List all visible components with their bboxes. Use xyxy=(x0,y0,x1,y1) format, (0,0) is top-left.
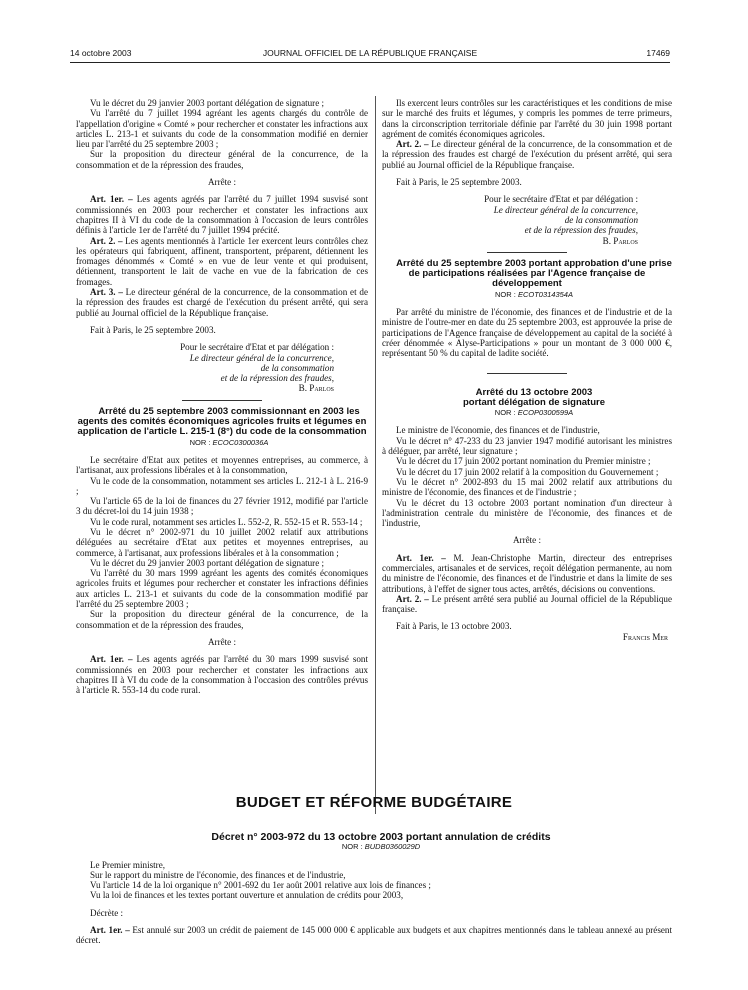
separator xyxy=(487,373,567,374)
paragraph: Par arrêté du ministre de l'économie, des finances et de l'industrie et de la ministre de l'outre-mer en date du 25 septembre 2003, est approuvée la prise de participations de l'Agence française de développement au capital de la société à créer dénommée « Alyse-Participations » pour un montant de 3 000 000 €, représentant 50 % du capital de ladite société. xyxy=(382,307,672,359)
section-subtitle: portant délégation de signature xyxy=(463,396,605,408)
paragraph: Le secrétaire d'Etat aux petites et moyennes entreprises, au commerce, à l'artisanat, aux professions libérales et à la consommation, xyxy=(76,454,368,476)
article: Art. 1er. – Les agents agréés par l'arrêté du 7 juillet 1994 susvisé sont commissionnés en 2003 pour rechercher et constater les infractions aux chapitres II à VI du code de la consommation à l'occasion de leurs contrôles définis à l'article 1er de l'arrêté du 7 juillet 1994 précité. xyxy=(76,194,368,236)
page-header xyxy=(70,48,670,62)
section-title: Arrêté du 13 octobre 2003 xyxy=(475,386,593,398)
article: Art. 2. – Le présent arrêté sera publié au Journal officiel de la République française. xyxy=(382,593,672,615)
paragraph: Vu l'article 14 de la loi organique n° 2001-692 du 1er août 2001 relative aux lois de finances ; xyxy=(90,880,431,891)
arrete-label: Arrête : xyxy=(207,636,237,647)
left-column xyxy=(76,98,368,695)
article: Art. 2. – Le directeur général de la concurrence, de la consommation et de la répression des fraudes est chargé de l'exécution du présent arrêté, qui sera publié au Journal officiel de la République française. xyxy=(382,139,672,170)
paragraph: Vu la loi de finances et les textes portant ouverture et annulation de crédits pour 2003, xyxy=(90,890,404,901)
arrete-label: Arrête : xyxy=(512,535,542,546)
fait-line: Fait à Paris, le 25 septembre 2003. xyxy=(90,324,216,335)
paragraph: Vu le décret du 29 janvier 2003 portant délégation de signature ; xyxy=(90,98,325,108)
paragraph: Vu l'article 65 de la loi de finances du 27 février 1912, modifié par l'article 3 du décret-loi du 14 juin 1938 ; xyxy=(76,496,368,517)
budget-section-heading: BUDGET ET RÉFORME BUDGÉTAIRE xyxy=(235,794,513,811)
paragraph: Vu l'arrêté du 30 mars 1999 agréant les agents des comités économiques agricoles fruits et légumes pour rechercher et constater les infractions définies aux articles L. 213-1 et suivants du code de la consommation modifié par l'arrêté du 25 septembre 2003 ; xyxy=(76,568,368,610)
fait-line: Fait à Paris, le 25 septembre 2003. xyxy=(396,177,522,188)
paragraph: Sur le rapport du ministre de l'économie, des finances et de l'industrie, xyxy=(90,869,346,880)
signature-block: Pour le secrétaire d'Etat et par délégation : Le directeur général de la concurrence, de la consommation et de la répression des fraudes, B. Parlos xyxy=(484,194,638,246)
decree-block xyxy=(76,832,672,946)
article: Art. 1er. – Les agents agréés par l'arrêté du 30 mars 1999 susvisé sont commissionnés en 2003 pour rechercher et constater les infractions aux chapitres II à VI du code de la consommation à l'occasion des contrôles prévus à l'article R. 553-14 du code rural. xyxy=(76,654,369,696)
paragraph: Le Premier ministre, xyxy=(90,859,166,870)
paragraph: Sur la proposition du directeur général de la concurrence, de la consommation et de la répression des fraudes, xyxy=(76,149,368,170)
paragraph: Vu le décret du 13 octobre 2003 portant nomination d'un directeur à l'administration centrale du ministère de l'économie, des finances et de l'industrie, xyxy=(382,497,672,529)
signature: Francis Mer xyxy=(622,631,668,642)
column-divider xyxy=(375,96,376,814)
paragraph: Vu l'arrêté du 7 juillet 1994 agréant les agents chargés du contrôle de l'appellation d'origine « Comté » pour rechercher et constater les infractions aux articles L. 213-1 et suivants du code de la consommation modifié en dernier lieu par l'arrêté du 25 septembre 2003 ; xyxy=(76,108,368,150)
article: Art. 3. – Le directeur général de la concurrence, de la consommation et de la répression des fraudes est chargé de l'exécution du présent arrêté, qui sera publié au Journal officiel de la République française. xyxy=(76,287,368,318)
article: Art. 1er. – M. Jean-Christophe Martin, directeur des entreprises commerciales, artisanales et de services, reçoit délégation permanente, au nom du ministre de l'économie, des finances et de l'industrie et dans la limite de ses attributions, à l'effet de signer tous actes, arrêtés, décisions ou conventions. xyxy=(382,552,672,594)
signature-block: Pour le secrétaire d'Etat et par délégation : Le directeur général de la concurrence, de la consommation et de la répression des fraudes, B. Parlos xyxy=(180,342,334,394)
article: Art. 2. – Les agents mentionnés à l'article 1er exercent leurs contrôles chez les opérateurs qui fabriquent, affinent, transportent, préparent, détiennent les fromages dénommés « Comté » en vue de leur vente et qui produisent, détiennent, transportent le lait de vache en vue de la fabrication de ces fromages. xyxy=(76,235,368,287)
paragraph: Vu le décret du 17 juin 2002 portant nomination du Premier ministre ; xyxy=(396,456,651,467)
paragraph: Sur la proposition du directeur général de la concurrence, de la consommation et de la répression des fraudes, xyxy=(76,609,368,630)
journal-title: JOURNAL OFFICIEL DE LA RÉPUBLIQUE FRANÇAISE xyxy=(262,48,478,58)
paragraph: Vu le code rural, notamment ses articles L. 552-2, R. 552-15 et R. 553-14 ; xyxy=(90,516,363,527)
header-rule xyxy=(70,62,670,63)
fait-line: Fait à Paris, le 13 octobre 2003. xyxy=(396,621,512,632)
nor-code: NOR : ECOP0300599A xyxy=(494,408,574,418)
paragraph: Le ministre de l'économie, des finances et de l'industrie, xyxy=(396,425,600,436)
section-title: Arrêté du 25 septembre 2003 commissionnant en 2003 les agents des comités économiques agricoles fruits et légumes en application de l'article L. 215-1 (8°) du code de la consommation xyxy=(77,405,367,438)
arrete-label: Arrête : xyxy=(207,177,237,188)
paragraph: Vu le décret n° 2002-893 du 15 mai 2002 relatif aux attributions du ministre de l'économie, des finances et de l'industrie ; xyxy=(382,476,672,498)
decrete-label: Décrète : xyxy=(90,907,124,918)
paragraph: Vu le décret n° 2002-971 du 10 juillet 2002 relatif aux attributions déléguées au secrétaire d'Etat aux petites et moyennes entreprises, au commerce, à l'artisanat, aux professions libérales et à la consommation ; xyxy=(76,526,368,558)
section-title: Arrêté du 25 septembre 2003 portant approbation d'une prise de participations réalisées par l'Agence française de développement xyxy=(396,257,672,290)
article: Art. 1er. – Est annulé sur 2003 un crédit de paiement de 145 000 000 € applicable aux budgets et aux chapitres mentionnés dans le tableau annexé au présent décret. xyxy=(76,925,672,946)
nor-code: NOR : ECOC0300036A xyxy=(189,437,269,447)
decree-title: Décret n° 2003-972 du 13 octobre 2003 portant annulation de crédits xyxy=(211,831,551,843)
nor-code: NOR : BUDB0360029D xyxy=(341,842,421,852)
paragraph: Vu le code de la consommation, notamment ses articles L. 212-1 à L. 216-9 ; xyxy=(76,475,368,496)
page-number: 17469 xyxy=(646,48,670,58)
nor-code: NOR : ECOT0314354A xyxy=(495,289,573,299)
paragraph: Vu le décret du 17 juin 2002 relatif à la composition du Gouvernement ; xyxy=(396,466,659,477)
right-column xyxy=(382,98,672,642)
separator xyxy=(182,400,262,401)
issue-date: 14 octobre 2003 xyxy=(70,48,132,58)
paragraph: Vu le décret n° 47-233 du 23 janvier 1947 modifié autorisant les ministres à déléguer, par arrêté, leur signature ; xyxy=(382,435,672,457)
separator xyxy=(487,252,567,253)
paragraph: Ils exercent leurs contrôles sur les caractéristiques et les conditions de mise sur le marché des fruits et légumes, y compris les pommes de terre primeurs, dans la circonscription territoriale définie par l'arrêté du 30 juin 1998 portant agrément de comités économiques agricoles. xyxy=(382,98,672,139)
paragraph: Vu le décret du 29 janvier 2003 portant délégation de signature ; xyxy=(90,557,325,568)
